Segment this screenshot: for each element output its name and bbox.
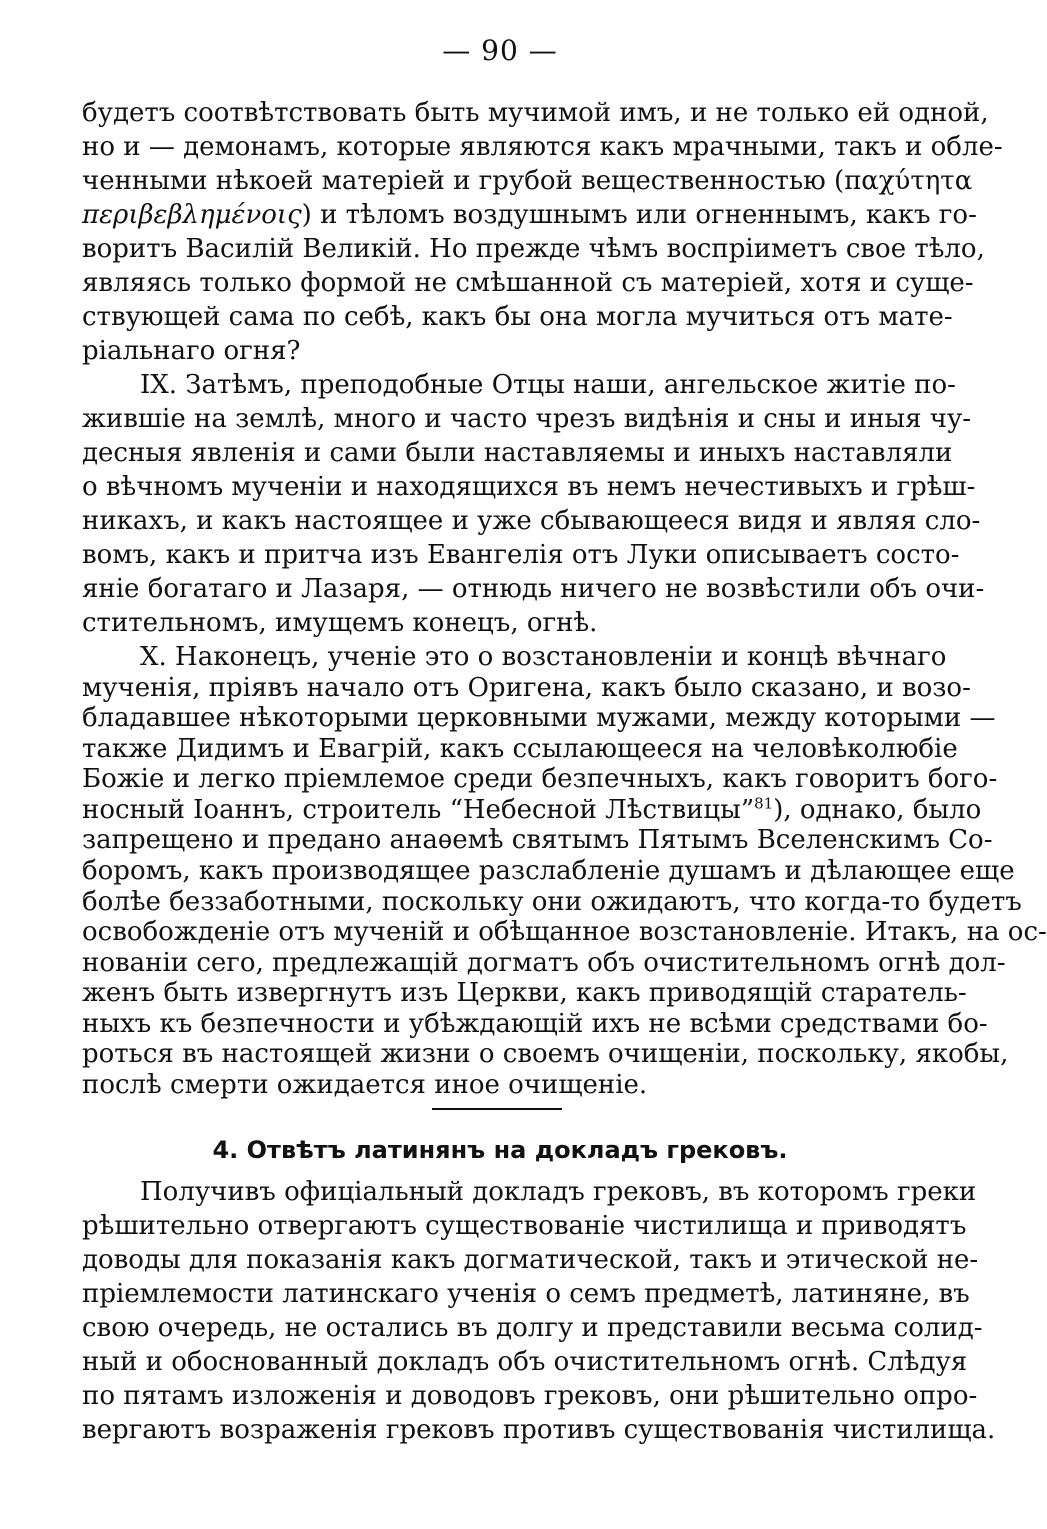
paragraph-ix-line: IX. Затѣмъ, преподобные Отцы наши, ангельское житіе по- [140, 370, 956, 400]
paragraph-x-line: женъ быть извергнутъ изъ Церкви, какъ приводящій старатель- [82, 978, 967, 1009]
section-divider [432, 1108, 562, 1110]
paragraph-4-line: доводы для показанія какъ догматической, такъ и этической не- [82, 1245, 979, 1275]
text-fragment: носный Іоаннъ, строитель “Небесной Лѣствицы” [82, 794, 755, 825]
text-line: воритъ Василій Великій. Но прежде чѣмъ воспріиметъ свое тѣло, [82, 234, 985, 264]
paragraph-x-line [82, 793, 982, 827]
text-fragment: ) и тѣломъ воздушнымъ или огненнымъ, какъ го- [301, 200, 977, 230]
paragraph-ix-line: яніе богатаго и Лазаря, — отнюдь ничего не возвѣстили объ очи- [82, 574, 985, 604]
text-line: но и — демонамъ, которые являются какъ мрачными, такъ и обле- [82, 132, 1003, 162]
paragraph-ix-line: вомъ, какъ и притча изъ Евангелія отъ Луки описываетъ состо- [82, 540, 960, 570]
paragraph-4-line: свою очередь, не остались въ долгу и представили весьма солид- [82, 1313, 983, 1343]
paragraph-x-line: роться въ настоящей жизни о своемъ очищеніи, поскольку, якобы, [82, 1039, 1009, 1070]
paragraph-x-line: болѣе беззаботными, поскольку они ожидаютъ, что когда-то будетъ [82, 886, 1022, 917]
paragraph-x-line: также Дидимъ и Евагрій, какъ ссылающееся на человѣколюбіе [82, 733, 958, 764]
paragraph-x-line: мученія, пріявъ начало отъ Оригена, какъ было сказано, и возо- [82, 672, 971, 703]
paragraph-ix-line: жившіе на землѣ, много и часто чрезъ видѣнія и сны и иныя чу- [82, 404, 972, 434]
paragraph-x-line: послѣ смерти ожидается иное очищеніе. [82, 1070, 648, 1100]
paragraph-ix-line: никахъ, и какъ настоящее и уже сбывающееся видя и являя сло- [82, 506, 981, 536]
greek-phrase: περιβεβλημένοις [82, 200, 302, 230]
paragraph-4-line: рѣшительно отвергаютъ существованіе чистилища и приводятъ [82, 1211, 967, 1241]
paragraph-4-line: пріемлемости латинскаго ученія о семъ предметѣ, латиняне, въ [82, 1279, 970, 1309]
paragraph-ix-line: стительномъ, имущемъ конецъ, огнѣ. [82, 608, 598, 638]
paragraph-x-line: нованіи сего, предлежащій догматъ объ очистительномъ огнѣ дол- [82, 947, 1006, 978]
paragraph-x-line: ныхъ къ безпечности и убѣждающій ихъ не всѣми средствами бо- [82, 1008, 988, 1039]
paragraph-4-line: ный и обоснованный докладъ объ очистительномъ огнѣ. Слѣдуя [82, 1347, 968, 1377]
footnote-marker: 81 [754, 794, 774, 813]
text-line [82, 198, 977, 232]
text-line: являясь только формой не смѣшанной съ матеріей, хотя и суще- [82, 268, 974, 298]
page-number: — 90 — [442, 34, 558, 67]
text-line: ченными нѣкоей матеріей и грубой вещественностью (παχύτητα [82, 166, 973, 196]
paragraph-x-line: X. Наконецъ, ученіе это о возстановленіи и концѣ вѣчнаго [140, 642, 947, 672]
paragraph-ix-line: десныя явленія и сами были наставляемы и иныхъ наставляли [82, 438, 953, 468]
text-fragment: ), однако, было [773, 794, 982, 825]
text-line: ствующей сама по себѣ, какъ бы она могла мучиться отъ мате- [82, 302, 953, 332]
paragraph-4-line: по пятамъ изложенія и доводовъ грековъ, они рѣшительно опро- [82, 1381, 978, 1411]
text-line: ріальнаго огня? [82, 336, 301, 366]
paragraph-x-line: боромъ, какъ производящее разслабленіе душамъ и дѣлающее еще [82, 856, 1015, 886]
paragraph-x-line: запрещено и предано анаѳемѣ святымъ Пятымъ Вселенскимъ Со- [82, 825, 993, 856]
paragraph-ix-line: о вѣчномъ мученіи и находящихся въ немъ нечестивыхъ и грѣш- [82, 472, 976, 502]
paragraph-x-line: освобожденіе отъ мученій и обѣщанное возстановленіе. Итакъ, на ос- [82, 917, 1047, 948]
paragraph-x-line: Божіе и легко пріемлемое среди безпечныхъ, какъ говоритъ бого- [82, 764, 998, 795]
paragraph-4-line: вергаютъ возраженія грековъ противъ существованія чистилища. [82, 1415, 996, 1445]
paragraph-x-line: бладавшее нѣкоторыми церковными мужами, между которыми — [82, 703, 996, 734]
paragraph-4-line: Получивъ офиціальный докладъ грековъ, въ которомъ греки [140, 1177, 977, 1207]
text-line: будетъ соотвѣтствовать быть мучимой имъ, и не только ей одной, [82, 98, 989, 128]
section-heading: 4. Отвѣтъ латинянъ на докладъ грековъ. [212, 1136, 788, 1164]
